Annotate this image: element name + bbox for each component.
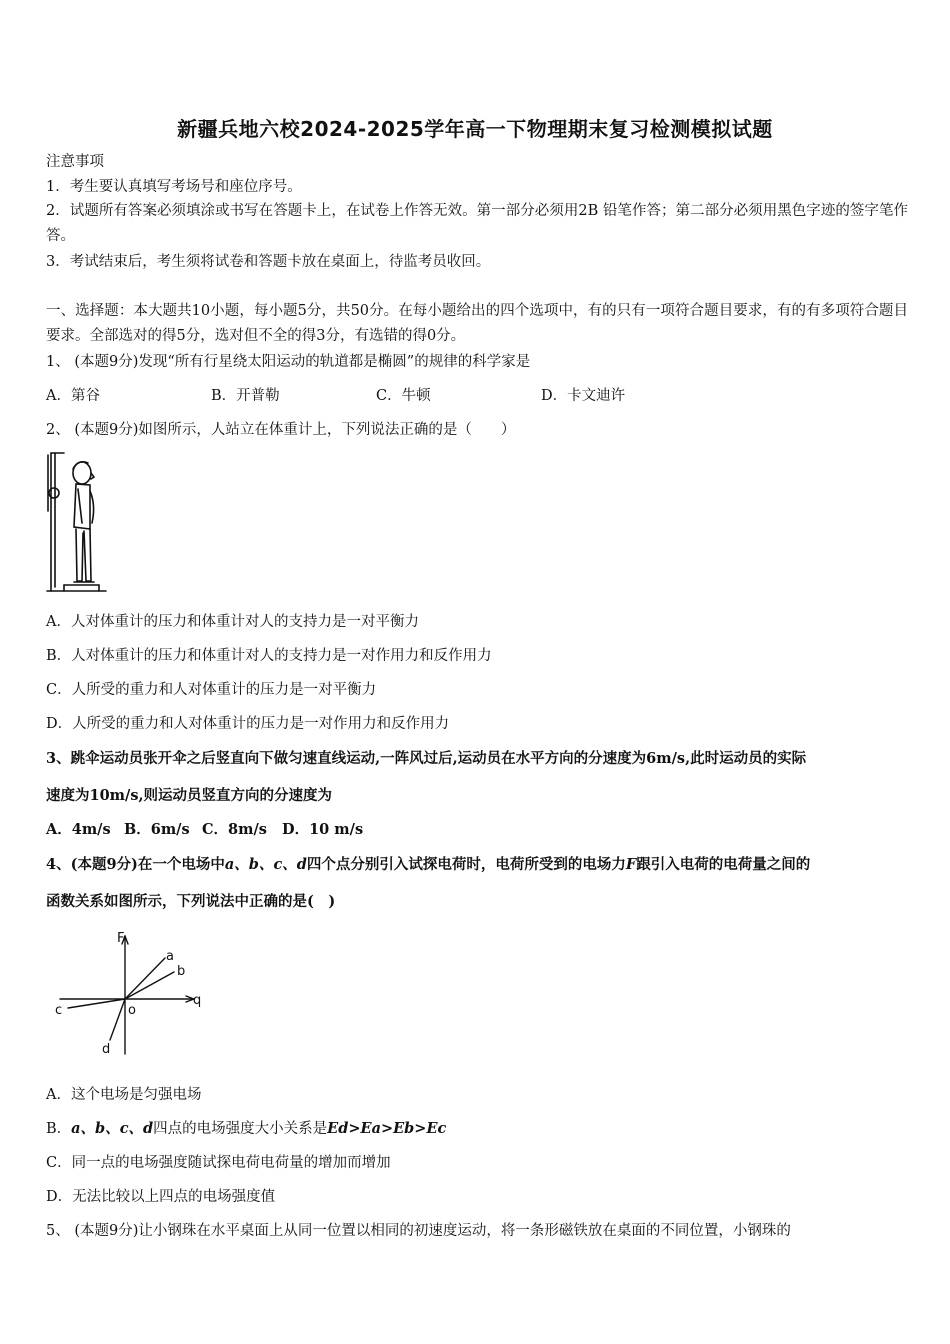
notice-item-2: 2．试题所有答案必须填涂或书写在答题卡上，在试卷上作答无效。第一部分必须用2B 铅笔作答；第二部分必须用黑色字迹的签字笔作答。: [46, 203, 908, 244]
q3-option-a: A．4m/s: [46, 821, 111, 838]
q1-option-a: A．第谷: [46, 388, 100, 404]
notice-item-3: 3．考试结束后，考生须将试卷和答题卡放在桌面上，待监考员收回。: [46, 254, 491, 270]
q3-option-b: B．6m/s: [124, 821, 190, 838]
notice-heading: 注意事项: [46, 154, 104, 170]
graph-label-b: b: [177, 964, 186, 979]
q4-stem-a: 4、(本题9分)在一个电场中: [46, 856, 225, 873]
line-c: [68, 999, 125, 1008]
q4-option-b: [46, 1119, 908, 1139]
q4-stem-c: 跟引入电荷的电荷量之间的: [636, 856, 811, 873]
graph-label-c: c: [55, 1003, 63, 1018]
q1-option-b: B．开普勒: [211, 388, 280, 404]
q5-stem: 5、 (本题9分)让小钢珠在水平桌面上从同一位置以相同的初速度运动，将一条形磁铁放在桌面的不同位置，小钢珠的: [46, 1223, 791, 1239]
q3-stem-line1: 3、跳伞运动员张开伞之后竖直向下做匀速直线运动,一阵风过后,运动员在水平方向的分速度为6m/s,此时运动员的实际: [46, 750, 807, 767]
q4-stem-line1: [46, 855, 908, 875]
line-d: [110, 999, 125, 1040]
q4-stem-b: 四个点分别引入试探电荷时，电荷所受到的电场力: [306, 856, 626, 873]
graph-label-o: o: [128, 1003, 136, 1018]
q4-option-b-mid: 四点的电场强度大小关系是: [153, 1121, 328, 1137]
q4-option-b-vars: a、b、c、d: [71, 1120, 154, 1137]
page-title: 新疆兵地六校2024-2025学年高一下物理期末复习检测模拟试题: [177, 117, 773, 141]
graph-label-f: F: [117, 931, 125, 946]
line-b: [125, 972, 174, 999]
graph-label-d: d: [102, 1042, 111, 1057]
force-charge-graph: [50, 926, 210, 1060]
q1-option-d: D．卡文迪许: [541, 388, 626, 404]
section-intro: 一、选择题：本大题共10小题，每小题5分，共50分。在每小题给出的四个选项中，有的只有一项符合题目要求，有的有多项符合题目要求。全部选对的得5分，选对但不全的得3分，有选错的得0分。: [46, 303, 908, 344]
q4-stem-force: F: [625, 856, 637, 873]
line-a: [125, 958, 165, 999]
q3-option-c: C．8m/s: [202, 821, 267, 838]
q2-option-b: B．人对体重计的压力和体重计对人的支持力是一对作用力和反作用力: [46, 648, 492, 664]
q4-option-b-relation: Ed>Ea>Eb>Ec: [327, 1120, 447, 1137]
q1-option-c: C．牛顿: [376, 388, 431, 404]
q4-option-c: C．同一点的电场强度随试探电荷电荷量的增加而增加: [46, 1155, 391, 1171]
q3-option-d: D．10 m/s: [282, 821, 364, 838]
q2-option-c: C．人所受的重力和人对体重计的压力是一对平衡力: [46, 682, 377, 698]
q3-options: [46, 820, 908, 840]
q4-option-d: D．无法比较以上四点的电场强度值: [46, 1189, 276, 1205]
q1-stem: 1、 (本题9分)发现“所有行星绕太阳运动的轨道都是椭圆”的规律的科学家是: [46, 354, 531, 370]
q4-option-b-prefix: B．: [46, 1121, 72, 1137]
person-on-scale-figure: [44, 449, 108, 595]
q2-option-a: A．人对体重计的压力和体重计对人的支持力是一对平衡力: [46, 614, 419, 630]
q4-stem-line2: 函数关系如图所示，下列说法中正确的是( ): [46, 893, 336, 910]
notice-item-1: 1．考生要认真填写考场号和座位序号。: [46, 179, 302, 195]
q1-options: [46, 386, 908, 406]
graph-label-q: q: [193, 993, 202, 1008]
q2-stem: 2、 (本题9分)如图所示，人站立在体重计上，下列说法正确的是（ ）: [46, 422, 516, 438]
graph-label-a: a: [166, 949, 174, 964]
q3-stem-line2: 速度为10m/s,则运动员竖直方向的分速度为: [46, 787, 333, 804]
q4-stem-vars: a、b、c、d: [224, 856, 307, 873]
q2-option-d: D．人所受的重力和人对体重计的压力是一对作用力和反作用力: [46, 716, 450, 732]
q4-option-a: A．这个电场是匀强电场: [46, 1087, 202, 1103]
